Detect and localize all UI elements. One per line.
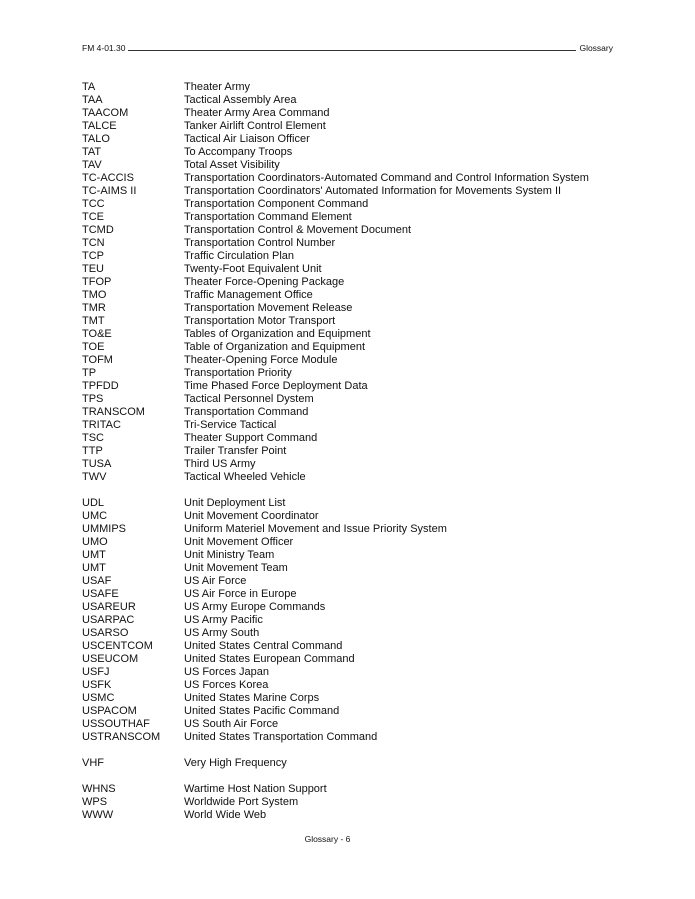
glossary-entry <box>82 575 622 588</box>
glossary-entry <box>82 419 622 432</box>
entry-definition: Transportation Control Number <box>184 237 336 249</box>
entry-abbreviation: TMT <box>82 315 105 327</box>
entry-abbreviation: USFK <box>82 679 112 691</box>
entry-definition: United States European Command <box>184 653 355 665</box>
entry-definition: United States Pacific Command <box>184 705 340 717</box>
entry-abbreviation: USCENTCOM <box>82 640 153 652</box>
glossary-entry <box>82 81 622 94</box>
entry-definition: Tactical Air Liaison Officer <box>184 133 310 145</box>
glossary-entry <box>82 536 622 549</box>
entry-definition: Unit Movement Team <box>184 562 288 574</box>
glossary-entry <box>82 341 622 354</box>
entry-definition: US Air Force <box>184 575 247 587</box>
entry-abbreviation: USAFE <box>82 588 119 600</box>
entry-definition: Unit Movement Coordinator <box>184 510 319 522</box>
entry-definition: Trailer Transfer Point <box>184 445 287 457</box>
glossary-entry <box>82 666 622 679</box>
entry-definition: US Army South <box>184 627 260 639</box>
entry-definition: Traffic Circulation Plan <box>184 250 295 262</box>
glossary-entry <box>82 614 622 627</box>
entry-abbreviation: UMO <box>82 536 108 548</box>
entry-abbreviation: TPFDD <box>82 380 119 392</box>
glossary-entry <box>82 627 622 640</box>
group-spacer <box>82 744 622 757</box>
group-spacer <box>82 484 622 497</box>
entry-definition: US Forces Korea <box>184 679 269 691</box>
entry-definition: Tanker Airlift Control Element <box>184 120 326 132</box>
glossary-entry <box>82 120 622 133</box>
entry-abbreviation: USFJ <box>82 666 110 678</box>
entry-definition: Total Asset Visibility <box>184 159 280 171</box>
entry-abbreviation: TMR <box>82 302 106 314</box>
entry-definition: US Army Pacific <box>184 614 263 626</box>
glossary-entry <box>82 705 622 718</box>
entry-abbreviation: USARPAC <box>82 614 135 626</box>
glossary-entry <box>82 250 622 263</box>
entry-definition: Theater Support Command <box>184 432 318 444</box>
entry-abbreviation: TCP <box>82 250 104 262</box>
glossary-entry <box>82 237 622 250</box>
page-header <box>82 40 613 53</box>
glossary-entry <box>82 549 622 562</box>
glossary-entry <box>82 198 622 211</box>
entry-definition: Traffic Management Office <box>184 289 313 301</box>
entry-definition: Transportation Motor Transport <box>184 315 336 327</box>
entry-abbreviation: TPS <box>82 393 104 405</box>
entry-definition: Time Phased Force Deployment Data <box>184 380 368 392</box>
glossary-entry <box>82 562 622 575</box>
entry-abbreviation: TC-ACCIS <box>82 172 134 184</box>
glossary-entry <box>82 328 622 341</box>
entry-definition: Unit Movement Officer <box>184 536 294 548</box>
page-footer <box>0 834 655 844</box>
glossary-entry <box>82 380 622 393</box>
glossary-entry <box>82 653 622 666</box>
glossary-entry <box>82 471 622 484</box>
entry-abbreviation: USPACOM <box>82 705 137 717</box>
entry-definition: Transportation Control & Movement Document <box>184 224 412 236</box>
entry-abbreviation: USSOUTHAF <box>82 718 150 730</box>
entry-abbreviation: TALO <box>82 133 110 145</box>
page-number: Glossary - 6 <box>304 834 351 844</box>
entry-abbreviation: WWW <box>82 809 114 821</box>
glossary-entry <box>82 640 622 653</box>
entry-abbreviation: USEUCOM <box>82 653 139 665</box>
glossary-entry <box>82 367 622 380</box>
entry-definition: Unit Deployment List <box>184 497 286 509</box>
glossary-entry <box>82 809 622 822</box>
entry-definition: Unit Ministry Team <box>184 549 275 561</box>
entry-definition: Theater Army <box>184 81 251 93</box>
entry-abbreviation: TSC <box>82 432 104 444</box>
entry-definition: Theater-Opening Force Module <box>184 354 338 366</box>
entry-definition: Tri-Service Tactical <box>184 419 277 431</box>
entry-abbreviation: TA <box>82 81 96 93</box>
entry-abbreviation: WPS <box>82 796 108 808</box>
entry-definition: United States Transportation Command <box>184 731 378 743</box>
entry-definition: Transportation Command Element <box>184 211 352 223</box>
entry-abbreviation: TTP <box>82 445 103 457</box>
entry-definition: Table of Organization and Equipment <box>184 341 366 353</box>
glossary-entry <box>82 302 622 315</box>
entry-definition: Transportation Movement Release <box>184 302 353 314</box>
entry-definition: Twenty-Foot Equivalent Unit <box>184 263 322 275</box>
glossary-entry <box>82 783 622 796</box>
entry-definition: To Accompany Troops <box>184 146 293 158</box>
glossary-entry <box>82 146 622 159</box>
entry-definition: Tactical Personnel Dystem <box>184 393 314 405</box>
entry-abbreviation: WHNS <box>82 783 116 795</box>
glossary-entry <box>82 172 622 185</box>
entry-abbreviation: USARSO <box>82 627 129 639</box>
entry-abbreviation: TALCE <box>82 120 117 132</box>
entry-abbreviation: UMT <box>82 549 106 561</box>
entry-abbreviation: TCMD <box>82 224 114 236</box>
glossary-entry <box>82 588 622 601</box>
glossary-entry <box>82 185 622 198</box>
entry-abbreviation: USTRANSCOM <box>82 731 161 743</box>
glossary-entry <box>82 289 622 302</box>
glossary-entry <box>82 211 622 224</box>
entry-definition: Transportation Coordinators' Automated Information for Movements System II <box>184 185 562 197</box>
entry-definition: Tables of Organization and Equipment <box>184 328 371 340</box>
entry-definition: US South Air Force <box>184 718 279 730</box>
entry-abbreviation: TAA <box>82 94 103 106</box>
glossary-entry <box>82 406 622 419</box>
entry-abbreviation: UMMIPS <box>82 523 126 535</box>
glossary-entry <box>82 523 622 536</box>
entry-abbreviation: TRITAC <box>82 419 121 431</box>
entry-abbreviation: UMT <box>82 562 106 574</box>
entry-abbreviation: TRANSCOM <box>82 406 145 418</box>
entry-abbreviation: TMO <box>82 289 107 301</box>
entry-definition: Theater Army Area Command <box>184 107 330 119</box>
entry-abbreviation: USMC <box>82 692 115 704</box>
header-rule <box>128 50 576 51</box>
glossary-entry <box>82 107 622 120</box>
glossary-entry <box>82 445 622 458</box>
entry-definition: US Forces Japan <box>184 666 269 678</box>
entry-abbreviation: TP <box>82 367 97 379</box>
entry-abbreviation: TOE <box>82 341 105 353</box>
entry-abbreviation: TC-AIMS II <box>82 185 137 197</box>
glossary-entry <box>82 796 622 809</box>
entry-abbreviation: TFOP <box>82 276 112 288</box>
entry-definition: US Air Force in Europe <box>184 588 297 600</box>
entry-abbreviation: TO&E <box>82 328 112 340</box>
entry-abbreviation: TOFM <box>82 354 113 366</box>
entry-abbreviation: VHF <box>82 757 104 769</box>
entry-definition: United States Central Command <box>184 640 343 652</box>
entry-definition: Worldwide Port System <box>184 796 299 808</box>
glossary-entry <box>82 159 622 172</box>
entry-definition: Wartime Host Nation Support <box>184 783 327 795</box>
glossary-entry <box>82 224 622 237</box>
entry-definition: Tactical Assembly Area <box>184 94 297 106</box>
entry-definition: Theater Force-Opening Package <box>184 276 345 288</box>
glossary-entry <box>82 757 622 770</box>
entry-abbreviation: TWV <box>82 471 107 483</box>
glossary-entry <box>82 692 622 705</box>
glossary-entry <box>82 315 622 328</box>
glossary-entry <box>82 354 622 367</box>
entry-definition: Transportation Component Command <box>184 198 369 210</box>
entry-definition: World Wide Web <box>184 809 267 821</box>
glossary-entry <box>82 601 622 614</box>
entry-definition: Tactical Wheeled Vehicle <box>184 471 306 483</box>
entry-definition: Third US Army <box>184 458 256 470</box>
entry-abbreviation: TCE <box>82 211 104 223</box>
entry-abbreviation: TAACOM <box>82 107 129 119</box>
entry-definition: Transportation Priority <box>184 367 292 379</box>
glossary-entry <box>82 263 622 276</box>
glossary-entry <box>82 731 622 744</box>
group-spacer <box>82 770 622 783</box>
glossary-entry <box>82 458 622 471</box>
entry-abbreviation: TCC <box>82 198 105 210</box>
entry-abbreviation: USAREUR <box>82 601 136 613</box>
entry-abbreviation: UMC <box>82 510 108 522</box>
entry-definition: Transportation Coordinators-Automated Command and Control Information System <box>184 172 589 184</box>
section-title: Glossary <box>579 43 613 53</box>
glossary-entry <box>82 94 622 107</box>
glossary-entry <box>82 497 622 510</box>
glossary-entry <box>82 432 622 445</box>
entry-definition: US Army Europe Commands <box>184 601 326 613</box>
entry-abbreviation: TCN <box>82 237 105 249</box>
entry-abbreviation: TUSA <box>82 458 112 470</box>
glossary-entry <box>82 133 622 146</box>
glossary-entry <box>82 679 622 692</box>
entry-abbreviation: UDL <box>82 497 105 509</box>
glossary-entry <box>82 510 622 523</box>
document-id: FM 4-01.30 <box>82 43 126 53</box>
glossary-entry <box>82 276 622 289</box>
entry-abbreviation: USAF <box>82 575 112 587</box>
entry-abbreviation: TEU <box>82 263 104 275</box>
entry-definition: Uniform Materiel Movement and Issue Priority System <box>184 523 447 535</box>
glossary-entry <box>82 393 622 406</box>
entry-abbreviation: TAT <box>82 146 102 158</box>
entry-definition: United States Marine Corps <box>184 692 320 704</box>
glossary-list <box>82 81 622 822</box>
entry-abbreviation: TAV <box>82 159 102 171</box>
entry-definition: Very High Frequency <box>184 757 287 769</box>
glossary-entry <box>82 718 622 731</box>
entry-definition: Transportation Command <box>184 406 309 418</box>
